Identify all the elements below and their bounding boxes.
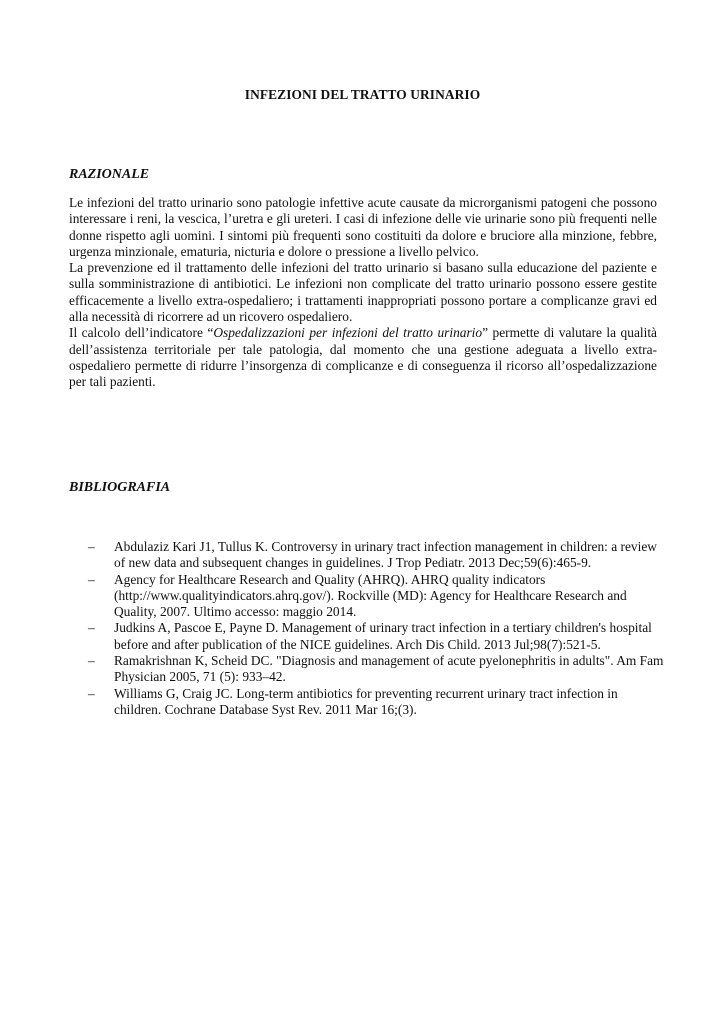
rationale-paragraph-3-start: Il calcolo dell’indicatore “ — [69, 325, 214, 341]
bibliography-item — [88, 572, 668, 621]
page-title: INFEZIONI DEL TRATTO URINARIO — [244, 87, 481, 102]
bibliography-item-text: Judkins A, Pascoe E, Payne D. Management of urinary tract infection in a tertiary children's hospital before and after publication of the NICE guidelines. Arch Dis Child. 2013 Jul;98(7):521-5. — [114, 620, 652, 652]
bibliography-item — [88, 653, 668, 686]
bullet-dash: – — [88, 653, 95, 669]
rationale-paragraph-3-end: ” permette di valutare la qualità dell’assistenza territoriale per tale patologia, dal momento che una gestione adeguata a livello extra-ospedaliero permette di ridurre l’insorgenza di complicanze e di conseguenza il ricorso all’ospedalizzazione per tali pazienti. — [69, 325, 657, 390]
bibliography-item-text: Williams G, Craig JC. Long-term antibiotics for preventing recurrent urinary tract infection in children. Cochrane Database Syst Rev. 2011 Mar 16;(3). — [114, 685, 618, 717]
section-heading-bibliography: BIBLIOGRAFIA — [69, 480, 171, 495]
bibliography-item-text: Agency for Healthcare Research and Quality (AHRQ). AHRQ quality indicators (http://www.qualityindicators.ahrq.gov/). Rockville (MD): Agency for Healthcare Research and Quality, 2007. Ultimo accesso: maggio 2014. — [114, 571, 627, 620]
indicator-name: Ospedalizzazioni per infezioni del tratto urinario — [213, 325, 483, 341]
bibliography-item — [88, 620, 668, 653]
rationale-body — [69, 195, 657, 391]
bullet-dash: – — [88, 685, 95, 701]
rationale-paragraph-2: La prevenzione ed il trattamento delle infezioni del tratto urinario si basano sulla educazione del paziente e sulla somministrazione di antibiotici. Le infezioni non complicate del tratto urinario possono essere gestite efficacemente a livello extra-ospedaliero; i trattamenti inappropriati possono portare a complicanze gravi ed alla necessità di ricorrere ad un ricovero ospedaliero. — [69, 260, 657, 325]
rationale-paragraph-3 — [69, 325, 657, 390]
bibliography-item-text: Ramakrishnan K, Scheid DC. "Diagnosis and management of acute pyelonephritis in adults". Am Fam Physician 2005, 71 (5): 933–42. — [114, 653, 664, 685]
bibliography-item — [88, 686, 668, 719]
bibliography-list — [88, 539, 668, 718]
bibliography-item — [88, 539, 668, 572]
rationale-paragraph-1: Le infezioni del tratto urinario sono patologie infettive acute causate da microrganismi patogeni che possono interessare i reni, la vescica, l’uretra e gli ureteri. I casi di infezione delle vie urinarie sono più frequenti nelle donne rispetto agli uomini. I sintomi più frequenti sono costituiti da dolore e bruciore alla minzione, febbre, urgenza minzionale, ematuria, nicturia e dolore o pressione a livello pelvico. — [69, 195, 657, 259]
bullet-dash: – — [88, 620, 95, 636]
bullet-dash: – — [88, 539, 95, 554]
bibliography-item-text: Abdulaziz Kari J1, Tullus K. Controversy in urinary tract infection management in children: a review of new data and subsequent changes in guidelines. J Trop Pediatr. 2013 Dec;59(6):465-9. — [114, 539, 657, 571]
section-heading-rationale: RAZIONALE — [69, 167, 150, 182]
bullet-dash: – — [88, 571, 95, 587]
